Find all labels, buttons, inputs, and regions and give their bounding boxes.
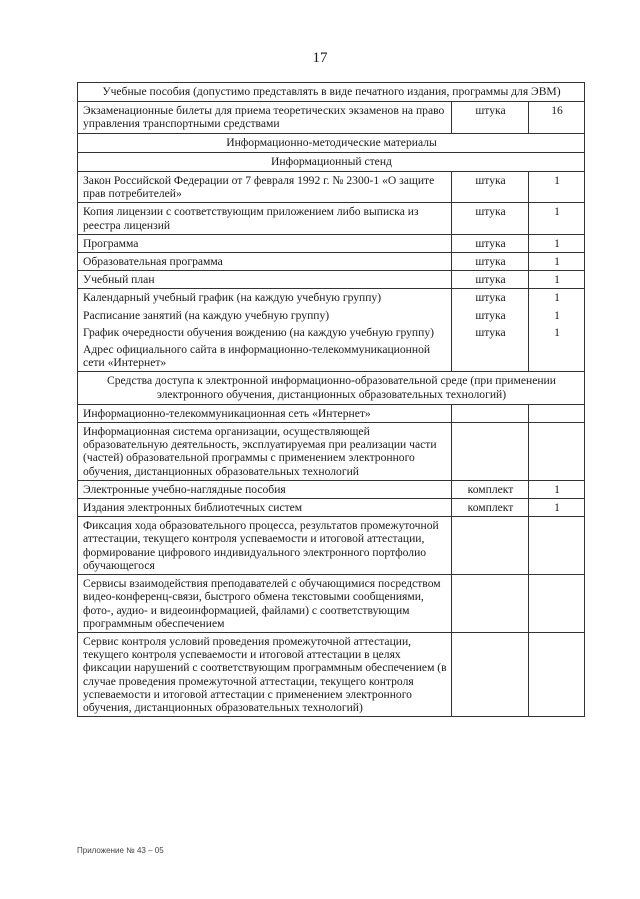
table-row (78, 517, 585, 575)
item-name: Закон Российской Федерации от 7 февраля 1992 г. № 2300-1 «О защите прав потребителей» (78, 172, 452, 203)
item-unit: штука (452, 102, 529, 133)
section-header: Информационный стенд (78, 152, 585, 171)
item-name: Фиксация хода образовательного процесса, результатов промежуточной аттестации, текущего контроля успеваемости и итоговой аттестации, формирование цифрового индивидуального электронного портфолио обучающегося (78, 517, 452, 575)
equipment-table (77, 82, 585, 717)
item-name: Сервис контроля условий проведения промежуточной аттестации, текущего контроля успеваемости и итоговой аттестации в целях фиксации нарушений с соответствующим программным обеспечением (в случае проведения промежуточной аттестации, текущего контроля успеваемости и итоговой аттестации с применением электронного обучения, дистанционных образовательных технологий) (78, 632, 452, 716)
item-unit: комплект (452, 480, 529, 498)
table-row (78, 423, 585, 481)
item-name: Календарный учебный график (на каждую учебную группу) (78, 289, 452, 307)
item-qty: 1 (529, 499, 585, 517)
item-name: Расписание занятий (на каждую учебную группу) (78, 307, 452, 324)
table-row (78, 172, 585, 203)
table-row (78, 102, 585, 133)
table-row (78, 234, 585, 252)
item-unit: штука (452, 307, 529, 324)
section-header: Средства доступа к электронной информационно-образовательной среде (при применении электронного обучения, дистанционных образовательных технологий) (78, 372, 585, 404)
item-name: Адрес официального сайта в информационно-телекоммуникационной сети «Интернет» (78, 341, 452, 372)
section-header-row (78, 83, 585, 102)
item-unit (452, 575, 529, 633)
item-unit (452, 404, 529, 422)
item-name: График очередности обучения вождению (на каждую учебную группу) (78, 324, 452, 341)
item-name: Сервисы взаимодействия преподавателей с обучающимися посредством видео-конференц-связи, быстрого обмена текстовыми сообщениями, фото-, аудио- и видеоинформацией, файлами) с соответствующим программным обеспечением (78, 575, 452, 633)
item-unit: штука (452, 203, 529, 234)
page-number: 17 (312, 50, 328, 66)
item-qty: 1 (529, 289, 585, 307)
item-unit: штука (452, 172, 529, 203)
item-qty (529, 575, 585, 633)
item-unit: штука (452, 234, 529, 252)
section-header: Информационно-методические материалы (78, 133, 585, 152)
item-qty: 1 (529, 172, 585, 203)
item-name: Информационная система организации, осуществляющей образовательную деятельность, эксплуатируемая при реализации части (частей) образовательной программы с применением электронного обучения, дистанционных образовательных технологий (78, 423, 452, 481)
item-unit (452, 517, 529, 575)
item-unit (452, 423, 529, 481)
item-name: Программа (78, 234, 452, 252)
table-row (78, 307, 585, 324)
item-unit (452, 632, 529, 716)
item-qty: 1 (529, 253, 585, 271)
item-qty: 1 (529, 203, 585, 234)
item-qty: 1 (529, 307, 585, 324)
item-qty (529, 632, 585, 716)
table-row (78, 271, 585, 289)
item-unit: штука (452, 324, 529, 341)
item-name: Издания электронных библиотечных систем (78, 499, 452, 517)
item-qty (529, 517, 585, 575)
item-qty: 16 (529, 102, 585, 133)
table-row (78, 289, 585, 307)
footer-appendix-label: Приложение № 43 – 05 (77, 846, 164, 855)
item-qty (529, 341, 585, 372)
section-header: Учебные пособия (допустимо представлять в виде печатного издания, программы для ЭВМ) (78, 83, 585, 102)
item-name: Копия лицензии с соответствующим приложением либо выписка из реестра лицензий (78, 203, 452, 234)
item-unit: штука (452, 289, 529, 307)
item-name: Учебный план (78, 271, 452, 289)
item-unit: штука (452, 253, 529, 271)
table-row (78, 341, 585, 372)
item-unit (452, 341, 529, 372)
item-name: Информационно-телекоммуникационная сеть «Интернет» (78, 404, 452, 422)
section-header-row (78, 372, 585, 404)
section-header-row (78, 152, 585, 171)
table-row (78, 404, 585, 422)
table-row (78, 480, 585, 498)
item-name: Экзаменационные билеты для приема теоретических экзаменов на право управления транспортными средствами (78, 102, 452, 133)
table-row (78, 324, 585, 341)
item-qty: 1 (529, 324, 585, 341)
section-header-row (78, 133, 585, 152)
table-row (78, 575, 585, 633)
item-name: Электронные учебно-наглядные пособия (78, 480, 452, 498)
table-row (78, 203, 585, 234)
item-qty: 1 (529, 271, 585, 289)
table-row (78, 499, 585, 517)
item-qty (529, 423, 585, 481)
item-name: Образовательная программа (78, 253, 452, 271)
item-qty (529, 404, 585, 422)
table-row (78, 632, 585, 716)
item-unit: штука (452, 271, 529, 289)
item-unit: комплект (452, 499, 529, 517)
item-qty: 1 (529, 234, 585, 252)
item-qty: 1 (529, 480, 585, 498)
table-row (78, 253, 585, 271)
